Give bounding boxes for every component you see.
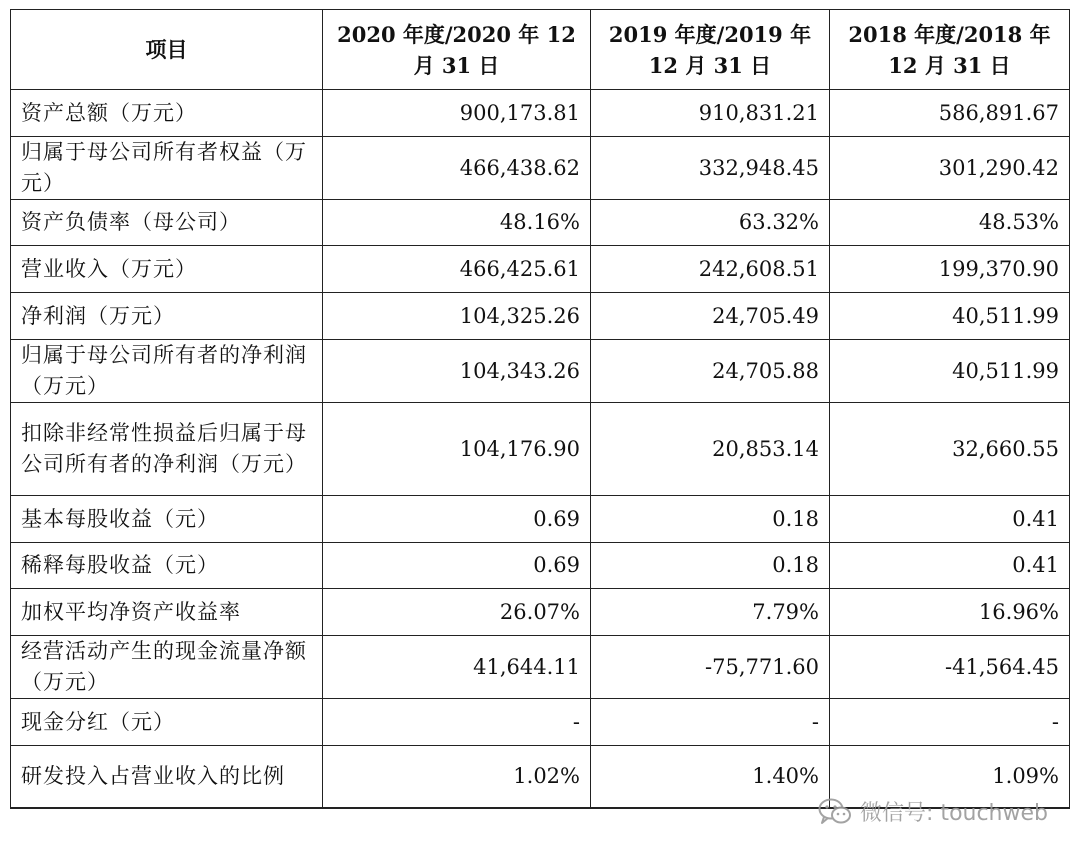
table-row [11,496,1070,543]
row-label: 扣除非经常性损益后归属于母公司所有者的净利润（万元） [11,403,323,496]
cell-2019: 20,853.14 [591,403,830,496]
cell-2018: 32,660.55 [830,403,1070,496]
cell-2019: 24,705.88 [591,340,830,403]
cell-2019: 910,831.21 [591,90,830,137]
cell-2018: 1.09% [830,746,1070,808]
table-row [11,200,1070,246]
header-2020: 2020 年度/2020 年 12 月 31 日 [323,10,591,90]
table-header-row [11,10,1070,90]
table-row [11,589,1070,636]
wechat-icon [818,798,852,826]
cell-2019: 63.32% [591,200,830,246]
row-label: 资产负债率（母公司） [11,200,323,246]
cell-2020: 466,438.62 [323,137,591,200]
cell-2018: 199,370.90 [830,246,1070,293]
cell-2020: 104,176.90 [323,403,591,496]
row-label: 基本每股收益（元） [11,496,323,543]
cell-2018: 0.41 [830,496,1070,543]
table-row [11,543,1070,589]
row-label: 稀释每股收益（元） [11,543,323,589]
table-row [11,137,1070,200]
cell-2020: 48.16% [323,200,591,246]
watermark-text: 微信号: touchweb [860,801,1048,826]
row-label: 归属于母公司所有者的净利润（万元） [11,340,323,403]
table-row [11,90,1070,137]
cell-2020: 41,644.11 [323,636,591,699]
cell-2019: 242,608.51 [591,246,830,293]
header-2018: 2018 年度/2018 年 12 月 31 日 [830,10,1070,90]
cell-2020: 0.69 [323,543,591,589]
row-label: 资产总额（万元） [11,90,323,137]
cell-2020: 900,173.81 [323,90,591,137]
cell-2019: 0.18 [591,496,830,543]
header-item: 项目 [11,10,323,90]
cell-2020: 104,325.26 [323,293,591,340]
table-row [11,340,1070,403]
header-2019: 2019 年度/2019 年 12 月 31 日 [591,10,830,90]
cell-2020: 466,425.61 [323,246,591,293]
cell-2018: 40,511.99 [830,340,1070,403]
watermark [818,796,1048,827]
cell-2019: 0.18 [591,543,830,589]
cell-2018: - [830,699,1070,746]
cell-2020: - [323,699,591,746]
row-label: 现金分红（元） [11,699,323,746]
row-label: 归属于母公司所有者权益（万元） [11,137,323,200]
cell-2018: 301,290.42 [830,137,1070,200]
table-row [11,636,1070,699]
cell-2019: - [591,699,830,746]
row-label: 营业收入（万元） [11,246,323,293]
row-label: 经营活动产生的现金流量净额（万元） [11,636,323,699]
cell-2018: 16.96% [830,589,1070,636]
cell-2020: 0.69 [323,496,591,543]
cell-2019: 1.40% [591,746,830,808]
cell-2020: 104,343.26 [323,340,591,403]
cell-2019: -75,771.60 [591,636,830,699]
cell-2018: 586,891.67 [830,90,1070,137]
row-label: 研发投入占营业收入的比例 [11,746,323,808]
cell-2018: -41,564.45 [830,636,1070,699]
cell-2019: 7.79% [591,589,830,636]
cell-2019: 332,948.45 [591,137,830,200]
cell-2018: 48.53% [830,200,1070,246]
table-row [11,403,1070,496]
cell-2019: 24,705.49 [591,293,830,340]
row-label: 加权平均净资产收益率 [11,589,323,636]
cell-2018: 40,511.99 [830,293,1070,340]
table-row [11,246,1070,293]
cell-2020: 1.02% [323,746,591,808]
cell-2020: 26.07% [323,589,591,636]
cell-2018: 0.41 [830,543,1070,589]
financial-indicators-table [10,9,1070,809]
row-label: 净利润（万元） [11,293,323,340]
table-row [11,699,1070,746]
table-row [11,293,1070,340]
